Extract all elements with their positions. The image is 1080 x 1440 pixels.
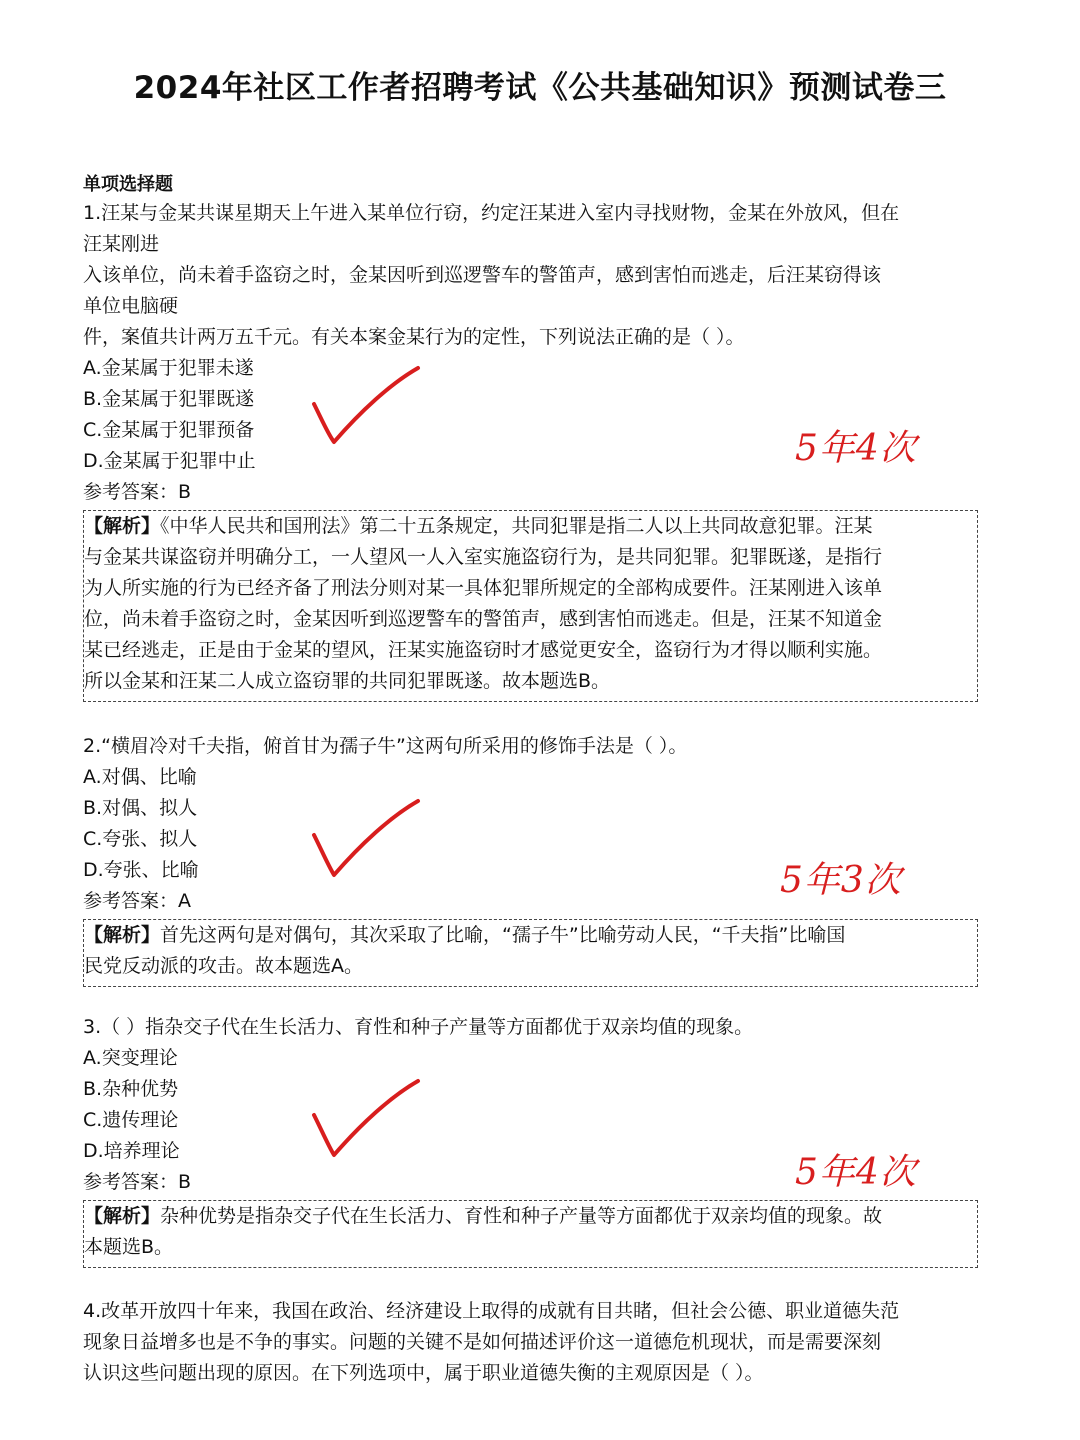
option-b: B.杂种优势 [83, 1078, 179, 1100]
option-b: B.金某属于犯罪既遂 [83, 388, 255, 410]
question-stem-line: 认识这些问题出现的原因。在下列选项中，属于职业道德失衡的主观原因是（ ）。 [83, 1362, 764, 1384]
question-stem-line: 汪某刚进 [83, 233, 160, 255]
analysis-line: 杂种优势是指杂交子代在生长活力、育性和种子产量等方面都优于双亲均值的现象。故 [160, 1205, 883, 1227]
frequency-annotation: 5年4次 [795, 1152, 917, 1193]
analysis-line: 本题选B。 [84, 1236, 174, 1258]
analysis-line: 民党反动派的攻击。故本题选A。 [84, 955, 363, 977]
question-stem-line: 件，案值共计两万五千元。有关本案金某行为的定性，下列说法正确的是（ ）。 [83, 326, 745, 348]
reference-answer: 参考答案：B [83, 481, 192, 503]
analysis-line: 所以金某和汪某二人成立盗窃罪的共同犯罪既遂。故本题选B。 [84, 670, 611, 692]
option-a: A.突变理论 [83, 1047, 178, 1069]
option-d: D.夸张、比喻 [83, 859, 199, 881]
option-d: D.培养理论 [83, 1140, 180, 1162]
checkmark-icon [300, 362, 430, 452]
analysis-box [83, 919, 978, 987]
page-title: 2024年社区工作者招聘考试《公共基础知识》预测试卷三 [133, 70, 947, 106]
question-4 [83, 1296, 978, 1389]
frequency-annotation: 5年4次 [795, 428, 917, 469]
analysis-line: 位，尚未着手盗窃之时，金某因听到巡逻警车的警笛声，感到害怕而逃走。但是，汪某不知道金 [84, 608, 883, 630]
question-stem-line: 入该单位，尚未着手盗窃之时，金某因听到巡逻警车的警笛声，感到害怕而逃走，后汪某窃得该 [83, 264, 882, 286]
analysis-line: 与金某共谋盗窃并明确分工，一人望风一人入室实施盗窃行为，是共同犯罪。犯罪既遂，是指行 [84, 546, 883, 568]
option-a: A.金某属于犯罪未遂 [83, 357, 254, 379]
option-c: C.金某属于犯罪预备 [83, 419, 255, 441]
section-heading: 单项选择题 [83, 174, 173, 195]
question-stem-line: 2.“横眉冷对千夫指，俯首甘为孺子牛”这两句所采用的修饰手法是（ ）。 [83, 735, 688, 757]
checkmark-icon [300, 1075, 430, 1165]
analysis-label: 【解析】 [84, 1205, 161, 1227]
analysis-box [83, 510, 978, 702]
frequency-annotation: 5年3次 [780, 860, 902, 901]
reference-answer: 参考答案：B [83, 1171, 192, 1193]
reference-answer: 参考答案：A [83, 890, 191, 912]
option-d: D.金某属于犯罪中止 [83, 450, 256, 472]
option-c: C.遗传理论 [83, 1109, 179, 1131]
question-stem-line: 单位电脑硬 [83, 295, 179, 317]
question-stem-line: 3.（ ）指杂交子代在生长活力、育性和种子产量等方面都优于双亲均值的现象。 [83, 1016, 754, 1038]
question-stem-line: 现象日益增多也是不争的事实。问题的关键不是如何描述评价这一道德危机现状，而是需要深刻 [83, 1331, 882, 1353]
analysis-box [83, 1200, 978, 1268]
option-b: B.对偶、拟人 [83, 797, 198, 819]
option-c: C.夸张、拟人 [83, 828, 198, 850]
analysis-label: 【解析】 [84, 515, 161, 537]
question-3 [83, 1012, 978, 1268]
analysis-line: 某已经逃走，正是由于金某的望风，汪某实施盗窃时才感觉更安全，盗窃行为才得以顺利实施。 [84, 639, 883, 661]
question-stem-line: 4.改革开放四十年来，我国在政治、经济建设上取得的成就有目共睹，但社会公德、职业道德失范 [83, 1300, 900, 1322]
analysis-line: 为人所实施的行为已经齐备了刑法分则对某一具体犯罪所规定的全部构成要件。汪某刚进入该单 [84, 577, 883, 599]
analysis-label: 【解析】 [84, 924, 161, 946]
analysis-line: 《中华人民共和国刑法》第二十五条规定，共同犯罪是指二人以上共同故意犯罪。汪某 [160, 515, 873, 537]
analysis-line: 首先这两句是对偶句，其次采取了比喻，“孺子牛”比喻劳动人民，“千夫指”比喻国 [160, 924, 846, 946]
question-stem-line: 1.汪某与金某共谋星期天上午进入某单位行窃，约定汪某进入室内寻找财物，金某在外放风，但在 [83, 202, 900, 224]
checkmark-icon [300, 795, 430, 885]
option-a: A.对偶、比喻 [83, 766, 197, 788]
